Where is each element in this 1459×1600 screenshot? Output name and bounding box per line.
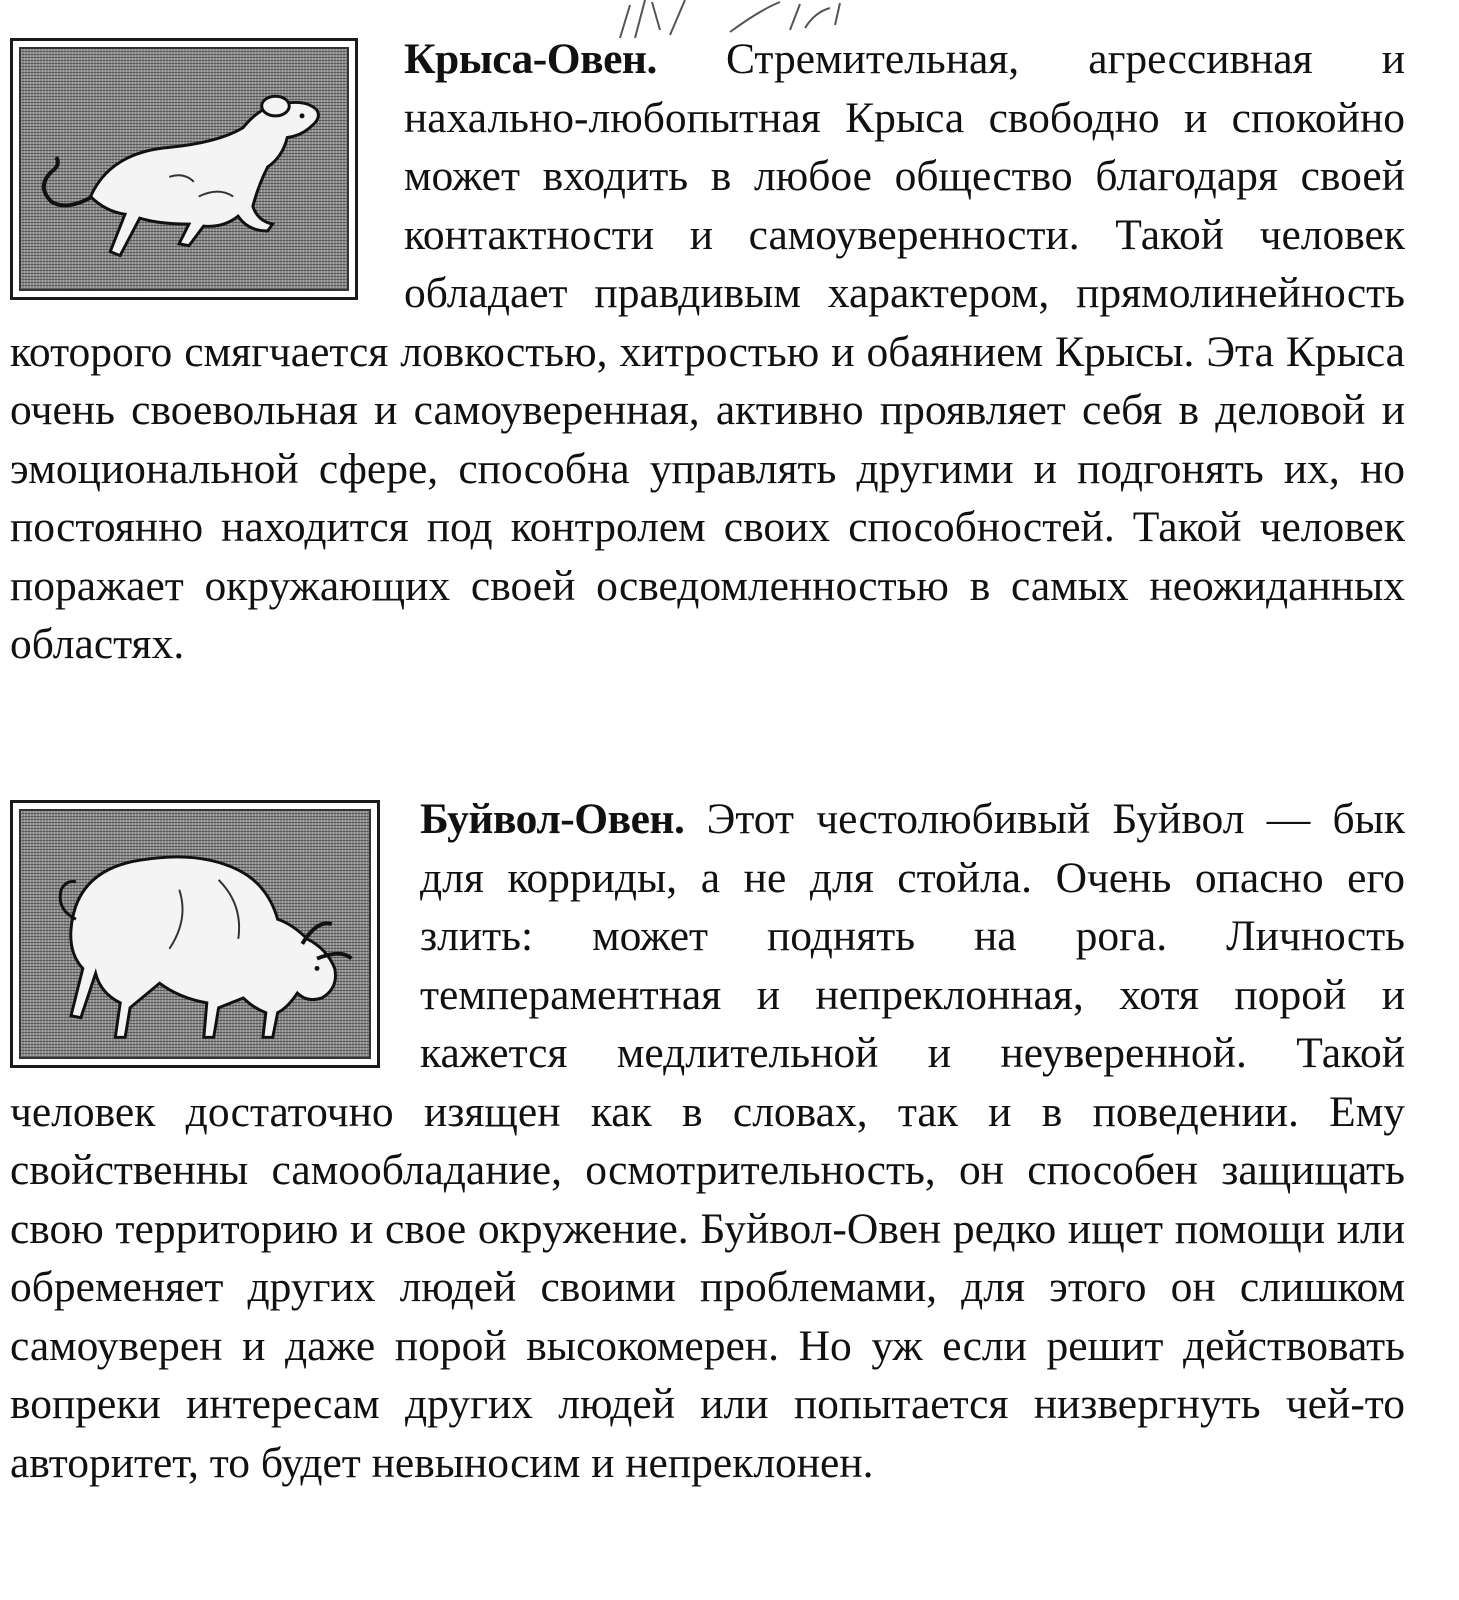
ox-drawing xyxy=(21,811,369,1057)
entry-rat-aries xyxy=(10,30,1405,674)
rat-drawing xyxy=(21,49,347,289)
entry-heading: Крыса-Овен. xyxy=(404,35,657,83)
entry-body: Стремительная, агрессивная и нахально-любопытная Крыса свободно и спокойно может входить в любое общество благодаря своей контактности и самоуверенности. Такой человек обладает правдивым характером, прямолинейность которого смягчается ловкостью, хитростью и обаянием Крысы. Эта Крыса очень своевольная и самоуверенная, активно проявляет себя в деловой и эмоциональной сфере, способна управлять другими и подгонять их, но постоянно находится под контролем своих способностей. Такой человек поражает окружающих своей осведомленностью в самых неожиданных областях. xyxy=(10,35,1406,668)
rat-illustration xyxy=(10,38,358,300)
ox-illustration xyxy=(10,800,380,1068)
entry-body: Этот честолюбивый Буйвол — бык для корриды, а не для стойла. Очень опасно его злить: может поднять на рога. Личность темпераментная и непреклонная, хотя порой и кажется медлительной и неуверенной. Такой человек достаточно изящен как в словах, так и в поведении. Ему свойственны самообладание, осмотрительность, он способен защищать свою территорию и свое окружение. Буйвол-Овен редко ищет помощи или обременяет других людей своими проблемами, для этого он слишком самоуверен и даже порой высокомерен. Но уж если решит действовать вопреки интересам других людей или попытается низвергнуть чей-то авторитет, то будет невыносим и непреклонен. xyxy=(10,795,1406,1487)
entry-ox-aries xyxy=(10,790,1405,1492)
entry-heading: Буйвол-Овен. xyxy=(420,795,685,843)
